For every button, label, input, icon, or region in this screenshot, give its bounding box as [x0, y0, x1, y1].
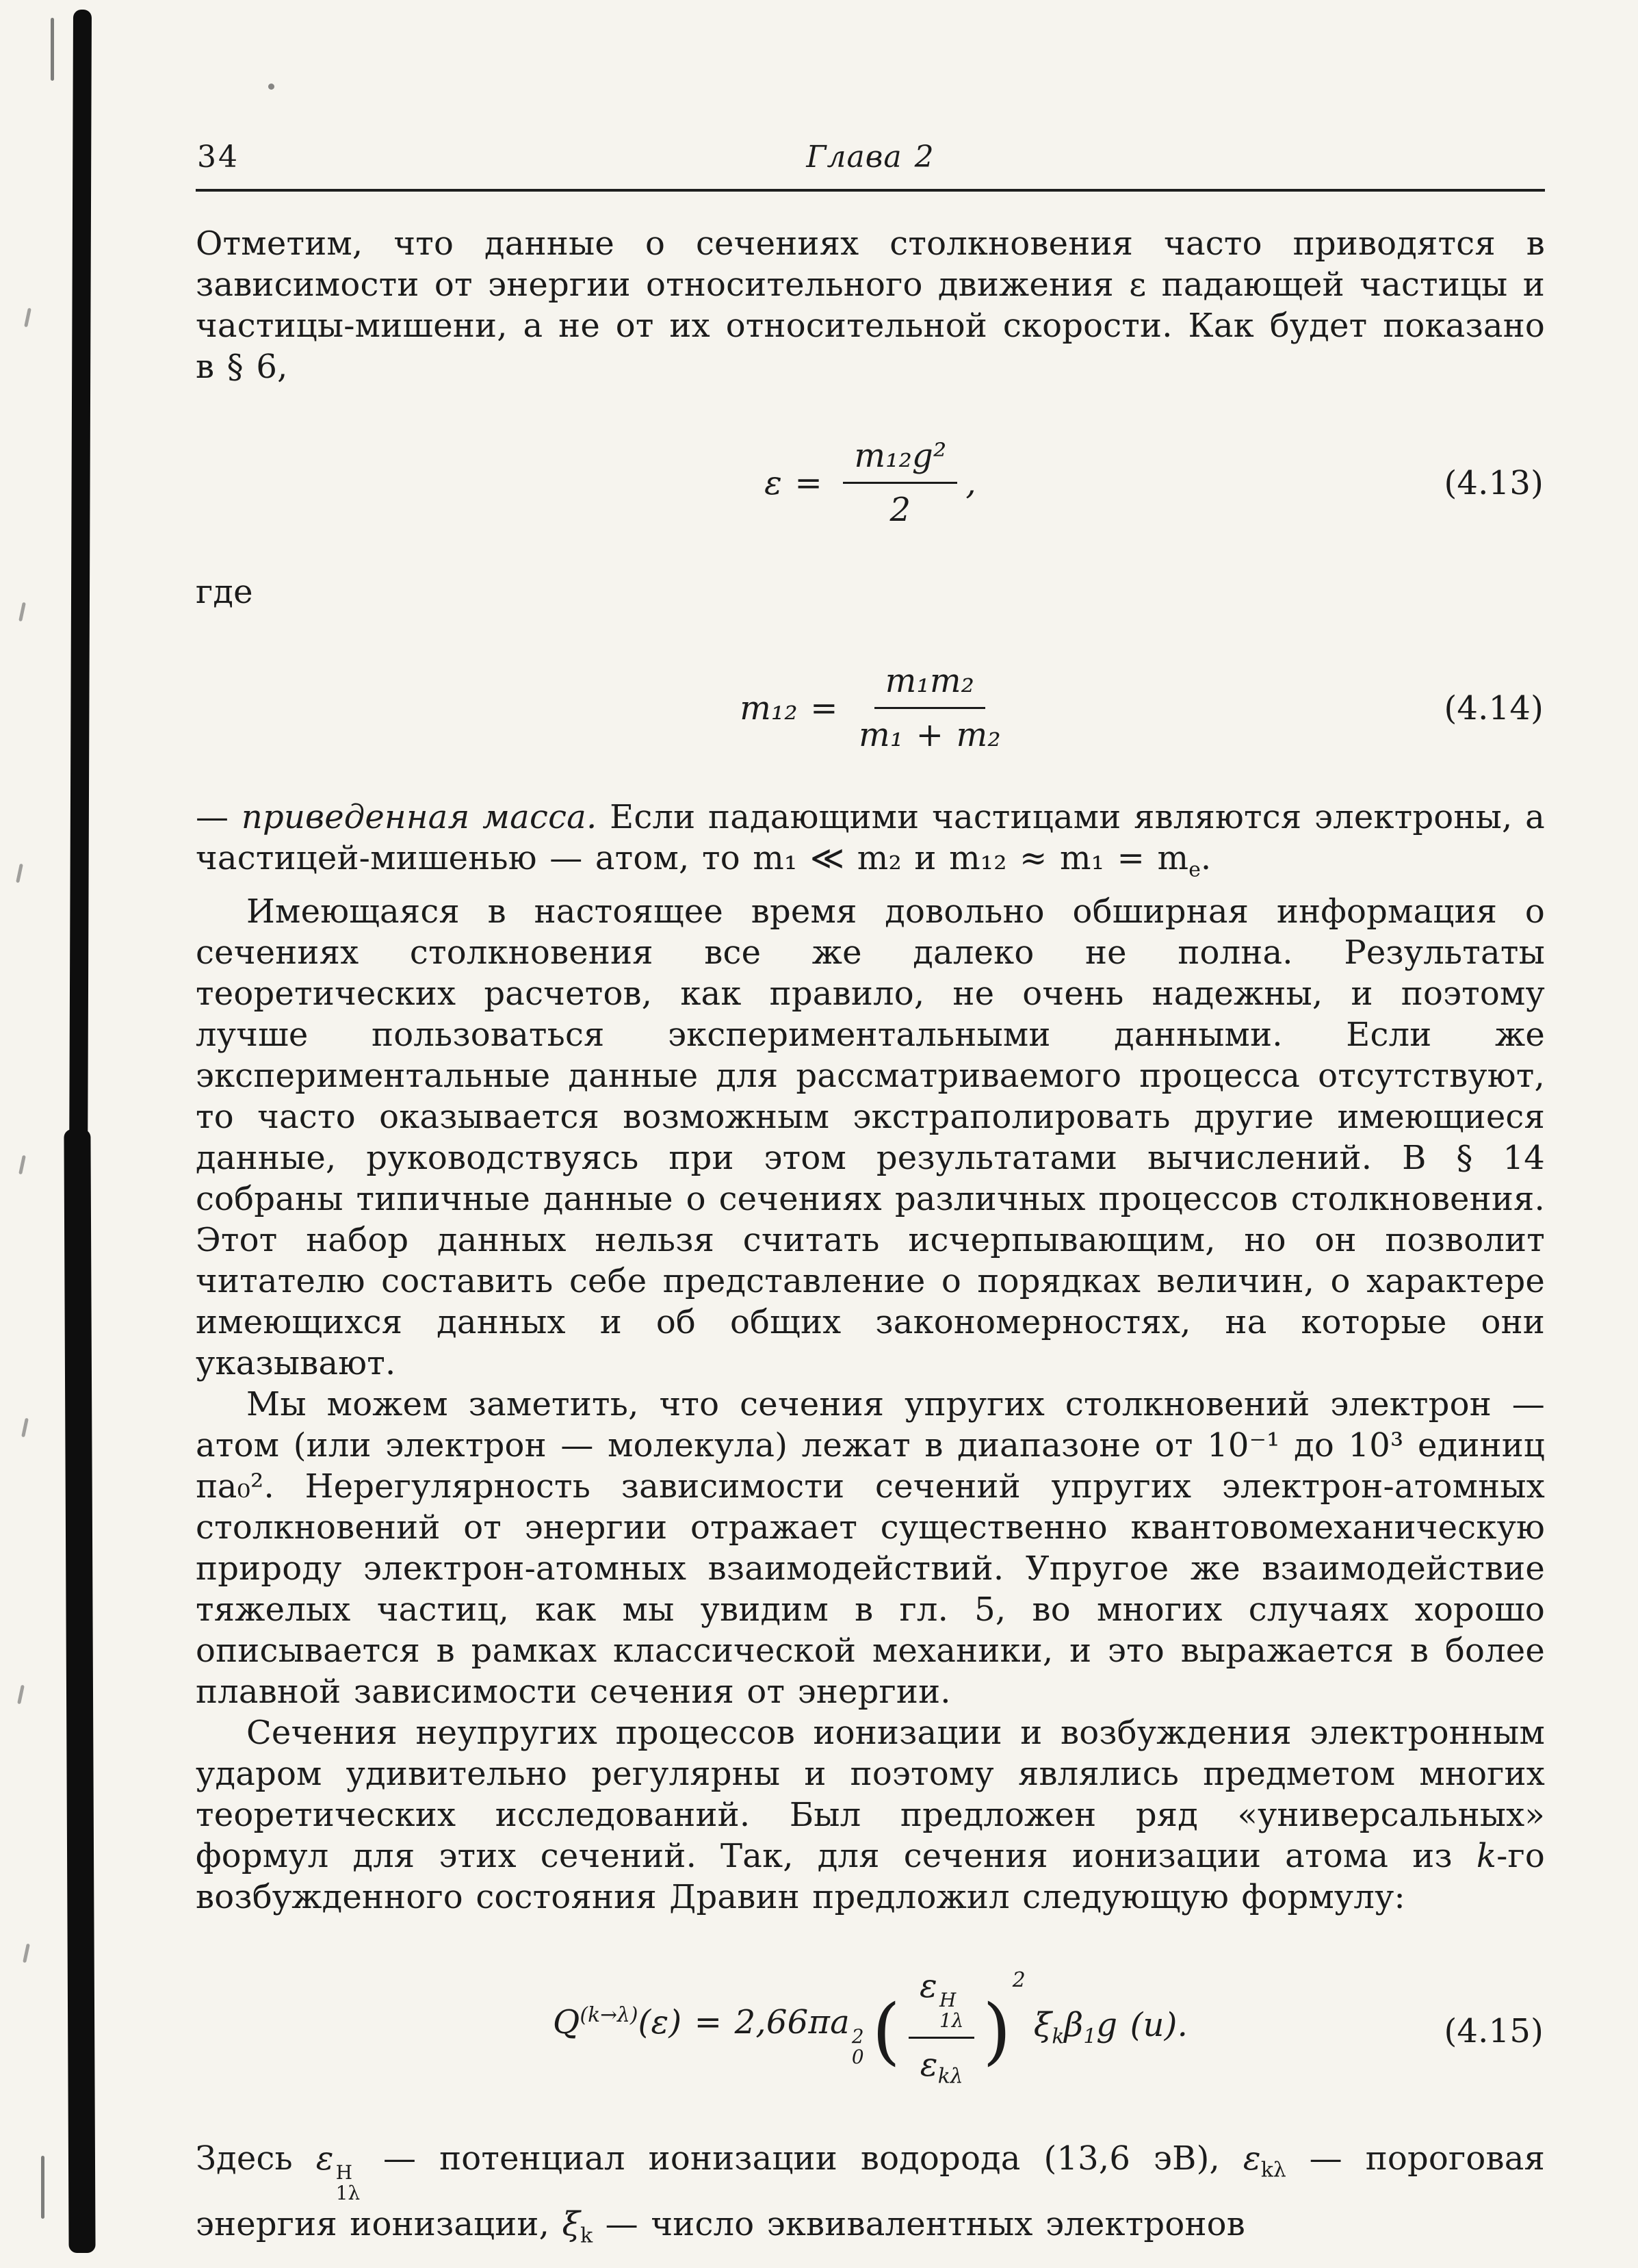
scan-artifact: [17, 1685, 25, 1704]
epsilon-symbol: ε: [315, 2139, 334, 2178]
g-of-u: g (u).: [1096, 2006, 1188, 2045]
text-run: — число эквивалентных электронов: [593, 2205, 1245, 2244]
fraction-denominator: m₁ + m₂: [859, 716, 1001, 754]
period: .: [1200, 839, 1212, 877]
fraction: [843, 435, 957, 530]
left-paren: (: [872, 1989, 901, 2074]
squared-exponent: 2: [1012, 1968, 1026, 1992]
epsilon-symbol: ε: [764, 463, 783, 502]
equation-body: [553, 1966, 1188, 2098]
scan-artifact: [41, 2156, 44, 2219]
epsilon-symbol: ε: [920, 2045, 938, 2084]
epsilon-1-lambda-H: [939, 1990, 963, 2031]
fraction-numerator: m₁m₂: [874, 660, 985, 709]
k-lambda-subscript: kλ: [937, 2064, 963, 2089]
beta-symbol: β: [1064, 2006, 1084, 2045]
k-lambda-subscript: kλ: [1260, 2158, 1286, 2182]
H-superscript: Н: [939, 1988, 957, 2011]
dash: —: [196, 798, 242, 836]
Q-superscript: (k→λ): [580, 2002, 638, 2027]
k-variable: k: [1476, 1836, 1497, 1875]
beta-subscript: 1: [1083, 2024, 1097, 2049]
Q-symbol: Q: [552, 2002, 580, 2041]
equals-sign: =: [782, 463, 835, 502]
text-column: [196, 137, 1545, 2257]
1-lambda-subscript: 1λ: [335, 2182, 361, 2205]
scan-artifact: [18, 1155, 26, 1174]
equation-number: (4.13): [1444, 463, 1544, 502]
text-run: -го возбужденного состояния Дравин предложил следующую формулу:: [196, 1836, 1545, 1916]
scan-artifact: [23, 1944, 30, 1963]
equals-sign: =: [797, 688, 851, 727]
1-lambda-subscript: 1λ: [939, 2009, 964, 2032]
paragraph-inelastic-processes: [196, 1712, 1545, 1918]
fraction-denominator: [920, 2039, 963, 2098]
paragraph-data-overview: Имеющаяся в настоящее время довольно обширная информация о сечениях столкновения все же далеко не полна. Результаты теоретических расчетов, как правило, не очень надежны, и поэтому лучше пользоваться экспериментальными данными. Если же экспериментальные данные для рассматриваемого процесса отсутствуют, то часто оказывается возможным экстраполировать другие имеющиеся данные, руководствуясь при этом результатами вычислений. В § 14 собраны типичные данные о сечениях различных процессов столкновения. Этот набор данных нельзя считать исчерпывающим, но он позволит читателю составить себе представление о порядках величин, о характере имеющихся данных и об общих закономерностях, на которые они указывают.: [196, 892, 1545, 1382]
equation-body: [764, 435, 976, 530]
fraction-denominator: 2: [889, 491, 911, 529]
xi-symbol: ξ: [1033, 2006, 1052, 2045]
paragraph-reduced-mass: [196, 797, 1545, 891]
scan-artifact: [18, 602, 26, 621]
fraction: [909, 1966, 974, 2098]
scan-artifact: [24, 308, 31, 327]
equation-4-13: [196, 435, 1545, 530]
text-run: — потенциал ионизации водорода (13,6 эВ),: [360, 2139, 1243, 2178]
H-superscript: Н: [335, 2161, 353, 2185]
text-run: Здесь: [196, 2139, 316, 2178]
scan-artifact: [16, 864, 23, 883]
scan-artifact: [268, 83, 274, 90]
binding-shadow: [69, 10, 92, 1187]
equation-number: (4.14): [1444, 688, 1544, 727]
page-header: [196, 137, 1545, 192]
a-superscript: 2: [851, 2024, 864, 2048]
comma: ,: [965, 463, 976, 502]
right-paren: ): [983, 1989, 1011, 2074]
xi-symbol: ξ: [562, 2205, 581, 2244]
lhs: [764, 463, 835, 504]
term-reduced-mass: приведенная масса.: [241, 798, 597, 836]
epsilon-symbol: ε: [1243, 2139, 1261, 2178]
rhs-tail: [1034, 2005, 1188, 2058]
word-gde: где: [196, 573, 253, 611]
a-subscript: 0: [851, 2045, 864, 2068]
fraction-numerator: m₁₂g²: [843, 435, 957, 484]
chapter-title: Глава 2: [806, 140, 935, 175]
page-number: 34: [197, 140, 239, 175]
equation-middle: (ε) = 2,66πa: [638, 2002, 850, 2041]
xi-subscript: k: [1052, 2024, 1065, 2049]
fraction-numerator: [909, 1966, 974, 2039]
equation-4-14: [196, 660, 1545, 756]
lhs: [553, 1995, 864, 2067]
binding-shadow: [64, 1129, 95, 2253]
lhs: [740, 688, 850, 729]
text-run: Если падающими частицами являются электроны, а частицей-мишенью — атом, то m₁ ≪ m₂ и m₁₂ ≈ m₁ = m: [196, 798, 1545, 877]
fraction: [859, 660, 1001, 756]
equation-number: (4.15): [1444, 2011, 1544, 2050]
scan-artifact: [51, 18, 54, 81]
m12-symbol: m₁₂: [740, 688, 798, 727]
text-run: Сечения неупругих процессов ионизации и возбуждения электронным ударом удивительно регулярны и поэтому являлись предметом многих теоретических исследований. Был предложен ряд «универсальных» формул для этих сечений. Так, для сечения ионизации атома из: [196, 1713, 1545, 1875]
epsilon-symbol: ε: [920, 1966, 937, 2005]
subscript-e: e: [1188, 858, 1201, 882]
equation-4-15: [196, 1966, 1545, 2098]
epsilon-1-lambda-H: [336, 2163, 360, 2204]
paragraph-intro: Отметим, что данные о сечениях столкновения часто приводятся в зависимости от энергии относительного движения ε падающей частицы и частицы-мишени, а не от их относительной скорости. Как будет показано в § 6,: [196, 224, 1545, 386]
xi-subscript: k: [580, 2224, 593, 2248]
paragraph-definitions: [196, 2138, 1545, 2257]
text-run: — пороговая энергия ионизации,: [196, 2139, 1546, 2244]
a0-squared: [852, 2026, 864, 2067]
equation-body: [740, 660, 1001, 756]
paragraph-elastic-cross-sections: Мы можем заметить, что сечения упругих столкновений электрон — атом (или электрон — молекула) лежат в диапазоне от 10⁻¹ до 10³ единиц πa₀². Нерегулярность зависимости сечений упругих электрон-атомных столкновений от энергии отражает существенно квантовомеханическую природу электрон-атомных взаимодействий. Упругое же взаимодействие тяжелых частиц, как мы увидим в гл. 5, во многих случаях хорошо описывается в рамках классической механики, и это выражается в более плавной зависимости сечения от энергии.: [196, 1384, 1545, 1711]
scan-artifact: [21, 1418, 29, 1437]
